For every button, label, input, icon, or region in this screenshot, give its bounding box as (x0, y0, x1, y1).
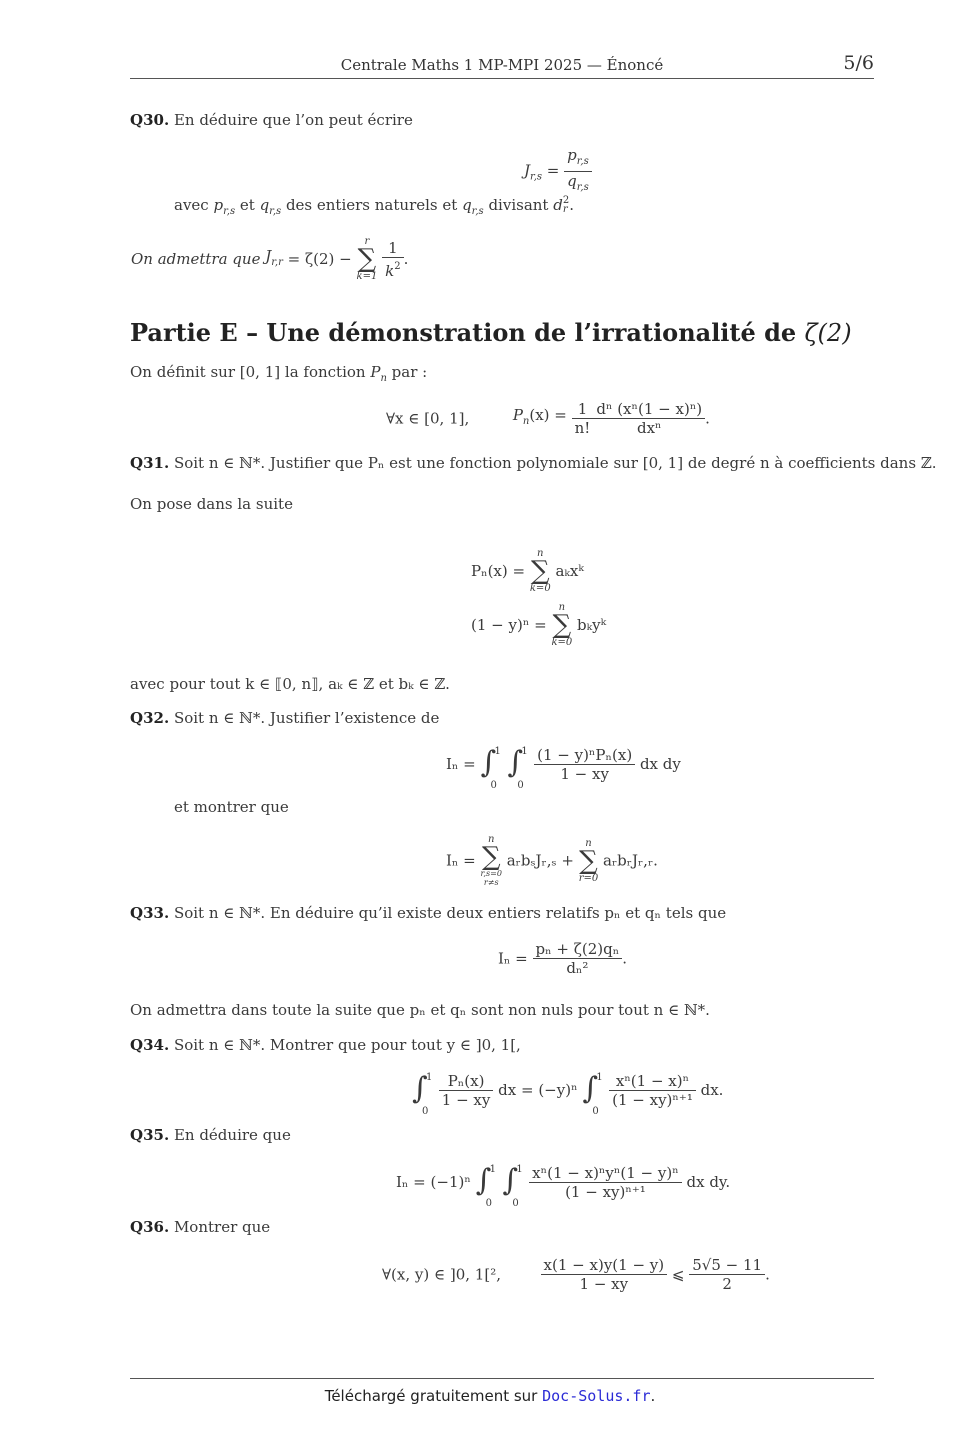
admit1-lhs: J (265, 246, 272, 265)
def-p-sub: n (380, 373, 387, 384)
q30-after-q2-sub: r,s (471, 206, 484, 217)
q32-mid-text: et montrer que (174, 798, 289, 816)
def-text-b: la fonction (284, 363, 366, 381)
q35-text: En déduire que (173, 1126, 291, 1144)
q32-s1-bot2: r≠s (483, 878, 499, 887)
q32-eq2-sum2: n ∑ r=0 (578, 837, 599, 884)
footer-text: Téléchargé gratuitement sur (324, 1387, 538, 1405)
q32-integral-2: ∫ 1 0 (507, 744, 529, 784)
q33-statement (130, 903, 726, 923)
def-f1-den: n! (572, 418, 594, 437)
pose-eq2-lhs: (1 − y)ⁿ = (471, 616, 547, 634)
q30-after-c: des entiers naturels et (285, 196, 458, 214)
q36-end: . (765, 1265, 770, 1284)
definition-equation (386, 400, 710, 437)
q34-f2-num: xⁿ(1 − x)ⁿ (615, 1071, 690, 1090)
section-title-zeta: ζ(2) (804, 319, 852, 347)
definition-text (130, 362, 427, 389)
q34-end: dx. (700, 1081, 724, 1099)
def-lhs: P (512, 406, 523, 424)
q33-text: Soit n ∈ ℕ*. En déduire qu’il existe deux entiers relatifs pₙ et qₙ tels que (173, 904, 727, 922)
q35-int1-up: 1 (489, 1164, 496, 1175)
q34-int2-lo: 0 (592, 1106, 599, 1117)
pose-eq2 (471, 602, 606, 648)
q30-num-sub: r,s (576, 156, 589, 167)
q30-after-b: et (239, 196, 255, 214)
q34-integral-1: ∫ 1 0 (412, 1070, 434, 1110)
q30-dr-sub: r (562, 204, 568, 215)
q30-eq-lhs-sub: r,s (530, 171, 543, 183)
q36-f1-den: 1 − xy (541, 1274, 668, 1293)
q32-s1-term: aᵣbₛJᵣ,ₛ + (506, 851, 574, 870)
def-f2-num: dⁿ (xⁿ(1 − x)ⁿ) (596, 400, 703, 418)
q36-f2-num: 5√5 − 11 (692, 1256, 763, 1274)
pose-eq1-sum: n ∑ k=0 (529, 548, 551, 594)
q30-after (174, 195, 574, 222)
def-lhs-arg: (x) = (529, 406, 567, 424)
q35-label: Q35. (130, 1126, 170, 1144)
q36-text: Montrer que (173, 1218, 271, 1236)
q36-label: Q36. (130, 1218, 170, 1236)
footer-link[interactable]: Doc-Solus.fr (542, 1387, 651, 1405)
admit1-sum-bot: k=1 (356, 271, 378, 282)
q34-f1-den: 1 − xy (439, 1090, 494, 1109)
admit1-eq: = ζ(2) − (287, 250, 352, 268)
admit-jrr (131, 236, 408, 282)
q34-fraction-2 (609, 1072, 696, 1109)
q33-end: . (622, 949, 627, 968)
q30-num: p (567, 146, 577, 164)
admit1-num: 1 (388, 238, 398, 257)
pose-eq2-sum: n ∑ k=0 (551, 602, 573, 648)
q31-statement (130, 453, 937, 473)
q30-after-q-sub: r,s (269, 206, 282, 217)
q31-label: Q31. (130, 454, 170, 472)
def-p: P (370, 363, 381, 381)
admit1-text: On admettra que (131, 250, 261, 268)
q32-eq1-num: (1 − y)ⁿPₙ(x) (537, 745, 633, 764)
pose-eq1 (471, 548, 584, 594)
q33-fraction (533, 940, 623, 977)
q32-mid (174, 797, 289, 817)
header-title: Centrale Maths 1 MP-MPI 2025 — Énoncé (340, 56, 664, 74)
admit1-den: k (385, 261, 395, 280)
q34-int2-up: 1 (596, 1072, 603, 1083)
def-frac2 (593, 400, 705, 437)
pose-eq1-lhs: Pₙ(x) = (471, 562, 526, 580)
pose-text (130, 494, 293, 514)
q36-forall: ∀(x, y) ∈ ]0, 1[², (382, 1265, 501, 1284)
q34-fraction-1 (439, 1072, 494, 1109)
q36-equation (382, 1256, 770, 1293)
def-forall: ∀x ∈ [0, 1], (386, 409, 470, 428)
q32-eq1-end: dx dy (639, 755, 681, 773)
q32-eq1-lhs: Iₙ = (446, 755, 476, 773)
q35-integral-1: ∫ 1 0 (476, 1162, 498, 1202)
q35-int1-lo: 0 (485, 1198, 492, 1209)
def-frac1 (572, 400, 594, 437)
q30-equation: $J_{r,s}$ = $\frac{p_{r,s}}{q_{r,s}}$ (524, 146, 592, 197)
q32-text: Soit n ∈ ℕ*. Justifier l’existence de (173, 709, 440, 727)
q35-end: dx dy. (686, 1173, 731, 1191)
footer-rule (130, 1378, 874, 1379)
admit1-end: . (403, 250, 409, 268)
def-f2-den: dxⁿ (593, 418, 705, 437)
q30-label: Q30. (130, 111, 170, 129)
q34-equation (412, 1070, 724, 1117)
q32-integral-1: ∫ 1 0 (481, 744, 503, 784)
pose-eq1-rhs: aₖxᵏ (555, 562, 584, 580)
q30-text: En déduire que l’on peut écrire (173, 111, 413, 129)
q32-int1-lo: 0 (490, 780, 497, 791)
pose-after (130, 674, 450, 694)
q32-eq1-fraction (534, 746, 635, 783)
def-lhs-sub: n (522, 416, 530, 427)
q32-s1-bot1: r,s=0 (480, 869, 502, 878)
q32-s2-top: n (585, 837, 592, 849)
q35-fraction (529, 1164, 682, 1201)
q30-after-q: q (259, 196, 270, 214)
page-number: 5/6 (843, 52, 874, 74)
q32-int2-up: 1 (521, 746, 528, 757)
q36-fraction-2 (689, 1256, 765, 1293)
q30-dr-sup: 2 (562, 195, 570, 206)
q35-equation (396, 1162, 731, 1209)
q35-lhs: Iₙ = (−1)ⁿ (396, 1173, 471, 1191)
q34-integral-2: ∫ 1 0 (582, 1070, 604, 1110)
q30-den: q (567, 172, 577, 190)
q36-f2-den: 2 (689, 1274, 765, 1293)
admit1-sum: r ∑ k=1 (356, 236, 378, 282)
q30-after-p-sub: r,s (223, 206, 236, 217)
q30-after-d: divisant (488, 196, 549, 214)
q30-after-a: avec (174, 196, 209, 214)
q35-int2-lo: 0 (512, 1198, 519, 1209)
q32-eq2 (446, 834, 658, 887)
q30-dr: d (553, 196, 563, 214)
q30-statement (130, 110, 413, 130)
q32-label: Q32. (130, 709, 170, 727)
section-title (130, 318, 852, 347)
q35-statement (130, 1125, 291, 1145)
q34-text: Soit n ∈ ℕ*. Montrer que pour tout y ∈ ]0, 1[, (173, 1036, 521, 1054)
q32-eq2-lhs: Iₙ = (446, 851, 476, 870)
q30-eq-lhs: J (524, 161, 531, 180)
q32-eq2-sum1: n ∑ r,s=0 r≠s (480, 834, 502, 887)
admit2 (130, 1000, 710, 1020)
q32-eq1 (446, 744, 681, 791)
q36-f1-num: x(1 − x)y(1 − y) (543, 1256, 665, 1274)
pose-intro: On pose dans la suite (130, 495, 293, 513)
q36-statement (130, 1217, 270, 1237)
q35-num: xⁿ(1 − x)ⁿyⁿ(1 − y)ⁿ (532, 1163, 679, 1182)
admit1-den-sup: 2 (394, 260, 401, 272)
q33-den: dₙ² (533, 958, 623, 977)
q32-statement (130, 708, 439, 728)
pose-eq1-bot: k=0 (529, 583, 551, 594)
q31-text: Soit n ∈ ℕ*. Justifier que Pₙ est une fonction polynomiale sur [0, 1] de degré n à coefficients dans ℤ. (173, 454, 937, 472)
admit2-text: On admettra dans toute la suite que pₙ et qₙ sont non nuls pour tout n ∈ ℕ*. (130, 1001, 710, 1019)
q35-int2-up: 1 (516, 1164, 523, 1175)
page-header (130, 54, 874, 79)
q33-num: pₙ + ζ(2)qₙ (535, 940, 620, 958)
section-title-text: Partie E – Une démonstration de l’irrationalité de (130, 318, 797, 347)
pose-eq2-top: n (558, 602, 566, 613)
def-end: . (705, 409, 710, 428)
q30-after-p: p (213, 196, 224, 214)
q34-int1-lo: 0 (422, 1106, 429, 1117)
pose-eq1-top: n (537, 548, 544, 559)
q34-label: Q34. (130, 1036, 170, 1054)
q36-leq: ⩽ (671, 1265, 685, 1284)
q30-den-sub: r,s (576, 182, 589, 193)
q35-integral-2: ∫ 1 0 (502, 1162, 524, 1202)
def-f1-num: 1 (577, 400, 588, 418)
pose-after-text: avec pour tout k ∈ ⟦0, n⟧, aₖ ∈ ℤ et bₖ ∈ ℤ. (130, 675, 450, 693)
page-footer (0, 1387, 980, 1405)
def-text-c: par : (391, 363, 428, 381)
q30-end: . (569, 196, 574, 214)
q36-fraction-1 (541, 1256, 668, 1293)
q34-statement (130, 1035, 521, 1055)
q35-den: (1 − xy)ⁿ⁺¹ (529, 1182, 682, 1201)
q34-f2-den: (1 − xy)ⁿ⁺¹ (609, 1090, 696, 1109)
admit1-lhs-sub: r,r (271, 256, 283, 268)
admit1-fraction (382, 239, 403, 280)
q34-mid: dx = (−y)ⁿ (498, 1081, 578, 1099)
pose-eq2-rhs: bₖyᵏ (577, 616, 607, 634)
q33-label: Q33. (130, 904, 170, 922)
def-interval: [0, 1] (239, 363, 281, 381)
q34-int1-up: 1 (426, 1072, 433, 1083)
admit1-sum-top: r (364, 236, 370, 247)
footer-end: . (650, 1387, 656, 1405)
q32-s2-term: aᵣbᵣJᵣ,ᵣ. (603, 851, 658, 870)
q33-lhs: Iₙ = (498, 949, 528, 968)
q32-s1-top: n (488, 834, 495, 845)
q32-int1-up: 1 (494, 746, 501, 757)
q32-eq1-den: 1 − xy (534, 764, 635, 783)
pose-eq2-bot: k=0 (551, 637, 573, 648)
def-text-a: On définit sur (130, 363, 235, 381)
q30-after-q2: q (462, 196, 472, 214)
q30-fraction (564, 146, 592, 197)
q34-f1-num: Pₙ(x) (447, 1071, 485, 1090)
q33-equation (498, 940, 627, 977)
q32-int2-lo: 0 (517, 780, 524, 791)
q32-s2-bot: r=0 (578, 872, 599, 884)
